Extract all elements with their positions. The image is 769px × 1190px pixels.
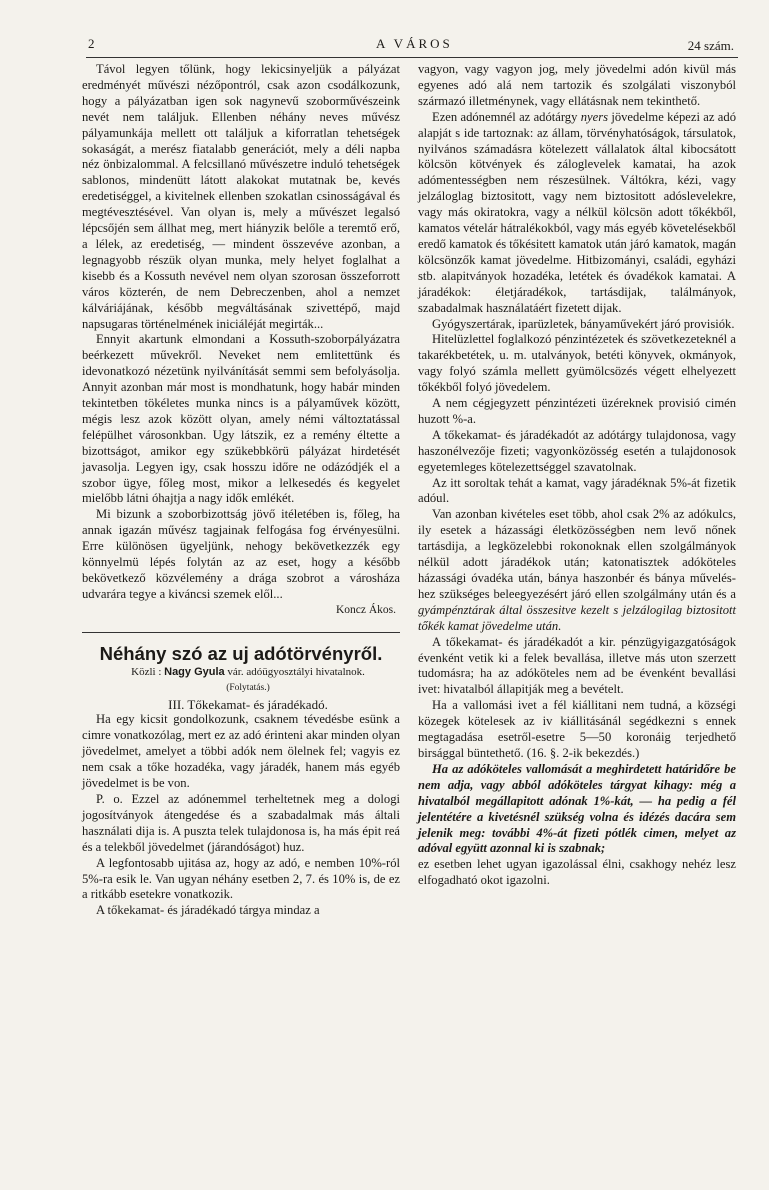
paragraph: A tőkekamat- és járadékadót az adótárgy tulajdonosa, vagy haszonélvezője fizeti; vagyonközösség esetén a tulajdonosok egyetemleges kötelezettséggel szavatolnak. (418, 427, 736, 474)
paragraph: A tőkekamat- és járadékadót a kir. pénzügyigazgatóságok évenként vetik ki a felek bevallása, illetve más uton szerzett tudomásra; ha az adóköteles nem ad be évenként bevallási ivet: hivatalból állapitják meg a bevételt. (418, 634, 736, 697)
page-number: 2 (88, 36, 95, 51)
article-byline (82, 665, 400, 681)
article-title: Néhány szó az uj adótörvényről. (99, 642, 383, 664)
paragraph: Az itt soroltak tehát a kamat, vagy járadéknak 5%-át fizetik adóul. (418, 475, 736, 506)
issue-number: 24 szám. (687, 38, 734, 53)
byline-prefix: Közli : (131, 665, 162, 678)
author-signature: Koncz Ákos. (335, 603, 396, 616)
left-column (82, 62, 400, 919)
paragraph (418, 110, 736, 317)
paragraph: Ennyit akartunk elmondani a Kossuth-szoborpályázatra beérkezett művekről. Neveket nem emlitettünk és idevonatkozó nézetünk nyilvánítását semmi sem befolyásolja. Annyit azonban már most is mondhatunk, hogy habár minden tekintetben tökéletes munka nincs is a pályaművek között, mégis lesz azok között olyan, amely némi változtatással felépülhet városonkban. Ugy látszik, ez a remény éltette a bizottságot, amikor egy szükebbkörü pályázat hirdetését javasolja. Legyen igy, csak hosszu időre ne odázódjék el a szobor ügye, főleg most, mikor a lelkesedés és kegyelet mielőbb látni óhajtja a nagy idők emlékét. (82, 332, 400, 506)
italic-term: nyers (580, 109, 609, 124)
text-run: Van azonban kivételes eset több, ahol csak 2% az adókulcs, ily esetek a házassági életközösségben nem levő nőnek tartásdija, a legközelebbi rokonoknak ellen szolgálmányok nélkül adott járadékok után; katonatisztek adóköteles házassági óvadéka után, bánya haszonbér és bánya műveléshez szükséges beleegyezésért járó ellen szolgálmány után és a (418, 507, 736, 601)
continued-note: (Folytatás.) (226, 682, 270, 693)
paragraph: Hitelüzlettel foglalkozó pénzintézetek és szövetkezeteknél a takarékbetétek, u. m. utalványok, betéti könyvek, okmányok, vagy folyó számla mellett gyümölcsözés végett elhelyezett tőkékből folyó jövedelem. (418, 332, 736, 395)
text-run: jövedelme képezi az adó alapját s ide tartoznak: az állam, törvényhatóságok, társulatok, nyilvános számadásra kötelezett vállalatok által kibocsátott kölcsön kötvények és záloglevelek kamatai, ha azok adómentességben nem részesülnek. Váltókra, kézi, vagy jelzáloglag biztositott, vagy nem biztositott adóslevelekre, vagy más okiratokra, vagy a nélkül kölcsön adott tőkékből, kamatos vételár hátralékokból, vagy más egyéb követelésekből eredő kamatok és tőkésitett kamatok után járó kamatok, magán kölcsönzők kamat jövedelme. Hitbizományi, családi, egyházi stb. alapitványok hozadéka, letétek és óvadékok kamatai. A járadékok: életjáradékok, tartásdijak, találmányok, szabadalmak használatáért fizetett dijak. (418, 109, 736, 315)
publication-title: A VÁROS (376, 36, 453, 51)
section-divider (82, 632, 400, 633)
italic-passage: gyámpénztárak által összesitve kezelt s jelzálogilag biztositott tőkék kamat jövedelme után. (418, 602, 736, 633)
page-header (86, 36, 738, 56)
paragraph: vagyon, vagy vagyon jog, mely jövedelmi adón kivül más egyenes adó alá nem tartozik és szolgálati viszonyból származó illetménynek, vagy ellátásnak nem tekinthető. (418, 62, 736, 108)
paragraph: Mi bizunk a szoborbizottság jövő itéletében is, főleg, ha annak igazán művész tagjainak felfogása fog érvényesülni. Erre különösen ügyeljünk, nehogy bekövetkezzék egy könnyelmü lépés folytán az az eset, hogy a később bekövetkező közvélemény a drága szobrot a városháza udvarára tegye a kiváncsi szemek elől... (82, 507, 400, 601)
paragraph: Gyógyszertárak, iparüzletek, bányaművekért járó provisiók. (432, 316, 735, 331)
header-rule (86, 57, 738, 58)
emphasized-paragraph: Ha az adóköteles vallomását a meghirdetett határidőre be nem adja, vagy abból adóköteles tárgyat kihagy: még a hivatalból megállapitott adónak 1%-kát, — ha pedig a fél jelentétére a kivetésnél szükség volna és idézés dacára sem jelenik meg: további 4%-át fizeti pótlék cimen, melyet az adóval együtt azonnal ki is szabnak; (418, 761, 736, 856)
text-run: Ezen adónemnél az adótárgy (432, 109, 581, 124)
section-heading: III. Tőkekamat- és járadékadó. (168, 696, 328, 712)
byline-role: vár. adóügyosztályi hivatalnok. (227, 665, 365, 678)
paragraph: P. o. Ezzel az adónemmel terheltetnek meg a dologi jogosítványok átengedése és a szabadalmak más általi használati dija is. A puszta telek tulajdonosa is, ha más épit reá és a telekből jövedelmet (járandóságot) huz. (82, 791, 400, 854)
paragraph: A nem cégjegyzett pénzintézeti üzéreknek provisió cimén huzott %-a. (418, 396, 736, 426)
paragraph: Ha a vallomási ivet a fél kiállitani nem tudná, a községi közegek kötelesek az iv kiállitásánál segédkezni s ennek megtagadása esetről-esetre 5—50 koronáig terjedhető birsággal büntethető. (16. §. 2-ik bekezdés.) (418, 698, 736, 760)
paragraph: Távol legyen tőlünk, hogy lekicsinyeljük a pályázat eredményét művészi nézőpontról, csak azon csodálkozunk, hogy a pályázatban igen sok nagynevű szoborművészeink nevét nem találjuk. Ellenben néhány neves művész pályamunkája mellett ott találjuk a kiforratlan tehetségek sokaságát, a merész fiatalabb generációt, mely a déli napba néz önbizalommal. A felcsillanó művészetre induló tehetségek sablonos, mindenütt látott alakokat mutatnak be, kevés eredetiséggel, a kivitelnek ellenben szokatlan csinosságával és megtévesztésével. Van olyan is, mely a művészet legalsó lépcsőjén sem állhat meg, mert hiányzik belőle a teremtő erő, a lélek, az eredetiség, — mindent összevéve azonban, a legnagyobb részük olyan munka, mely helyet foglalhat a kisebb és a Kossuth nevével nem olyan szorosan összeforrott város közterén, de nem Debreczenben, ahol a nemzet kálváriájának, később megváltásának szivettépő, majd napsugaras történelmének iniciáléját megirták... (82, 62, 400, 331)
paragraph: A tőkekamat- és járadékadó tárgya mindaz a (96, 903, 320, 918)
paragraph: A legfontosabb ujitása az, hogy az adó, e nemben 10%-ról 5%-ra esik le. Van ugyan néhány esetben 2, 7. és 10% is, de ez a ritkább esetekre vonatkozik. (82, 855, 400, 902)
right-column (418, 62, 736, 889)
paragraph: Ha egy kicsit gondolkozunk, csaknem tévedésbe esünk a cimre vonatkozólag, mert ez az adó érinteni akar minden olyan jövedelmet, amelyet a többi adók nem ölelnek fel; vagyis ez nem csak a tőke hozadéka, vagy járadék, hanem más egyéb jövedelmet is be von. (82, 712, 400, 791)
paragraph: ez esetben lehet ugyan igazolással élni, csakhogy nehéz lesz elfogadható okot igazolni. (418, 857, 736, 888)
paragraph (418, 507, 736, 634)
byline-author: Nagy Gyula (164, 665, 225, 678)
